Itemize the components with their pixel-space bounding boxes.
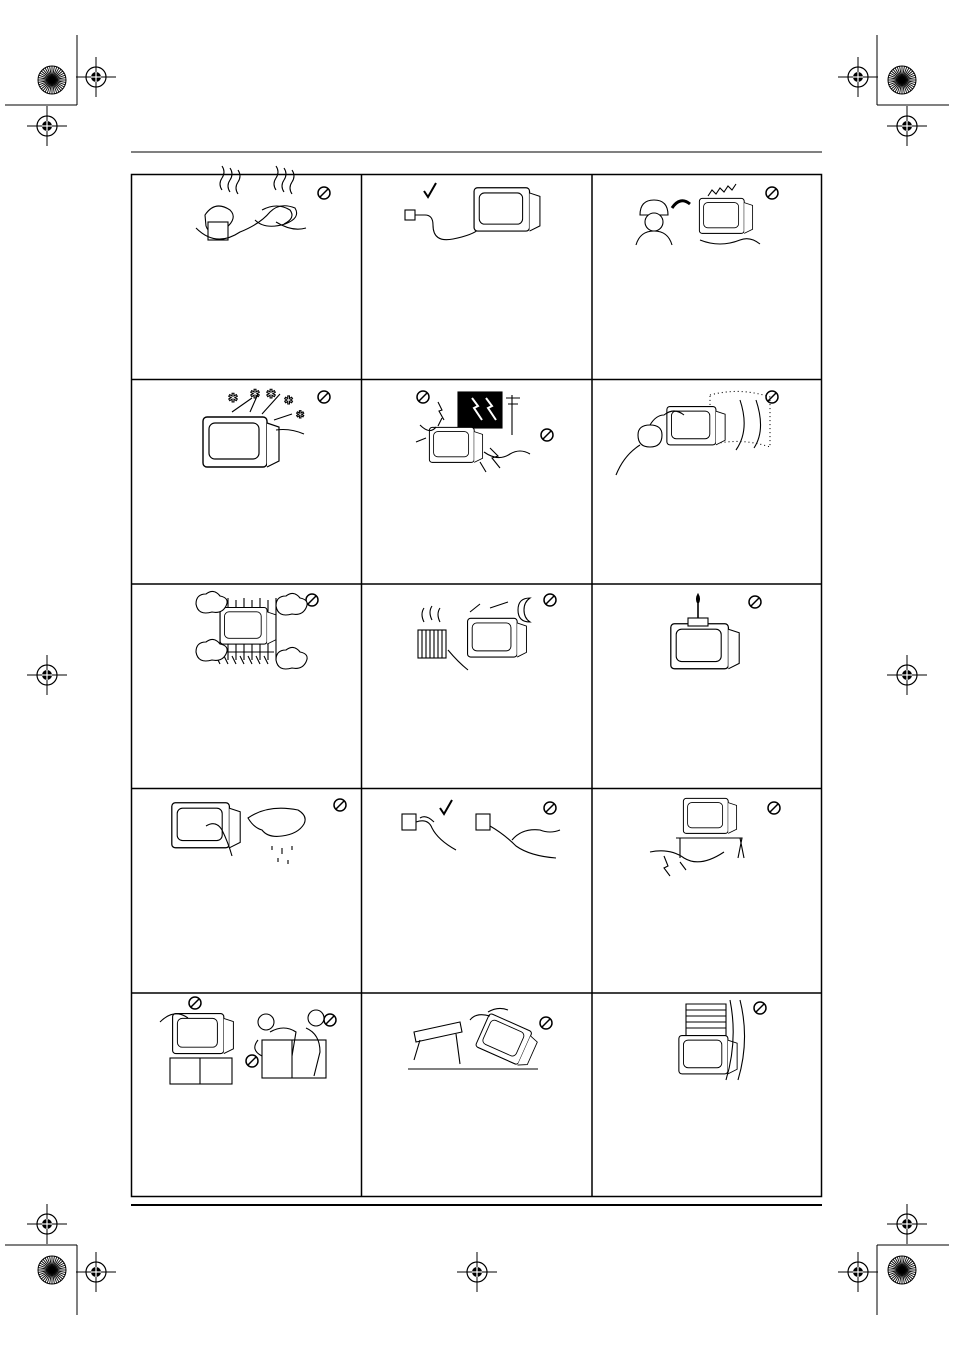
tv-plugged-into-outlet-icon <box>405 188 540 240</box>
registration-mark-icon <box>887 655 927 695</box>
tv-falling-icon <box>408 1008 540 1069</box>
pulling-plug-by-cord-icon <box>402 814 560 858</box>
prohibited-icon <box>768 802 780 814</box>
cell-r2c2 <box>416 391 553 472</box>
prohibited-icon <box>318 187 330 199</box>
cell-r4c3 <box>650 798 780 876</box>
registration-mark-icon <box>76 1252 116 1292</box>
prohibited-icon <box>754 1002 766 1014</box>
registration-mark-icon <box>27 655 67 695</box>
cell-r4c1 <box>172 799 346 864</box>
svg-text:✱: ✱ <box>266 387 277 401</box>
starburst-mark-icon <box>888 66 916 94</box>
registration-mark-icon <box>76 57 116 97</box>
objects-stacked-on-tv-icon <box>679 1000 745 1080</box>
prohibited-icon <box>334 799 346 811</box>
prohibited-icon <box>318 391 330 403</box>
cell-r3c1 <box>196 591 318 669</box>
prohibited-icon <box>540 1017 552 1029</box>
prohibited-icon <box>766 391 778 403</box>
blocked-ventilation-icon <box>196 591 307 669</box>
prohibited-icon <box>189 997 201 1009</box>
cell-r2c1 <box>203 387 330 467</box>
lightning-storm-icon <box>416 392 530 472</box>
heat-sources-icon <box>418 598 530 670</box>
candle-on-tv-icon <box>671 594 739 669</box>
damaged-cord-icon <box>650 798 744 876</box>
registration-mark-icon <box>27 1204 67 1244</box>
starburst-mark-icon <box>38 66 66 94</box>
prohibited-icon <box>541 429 553 441</box>
registration-mark-icon <box>838 57 878 97</box>
prohibited-icon <box>749 596 761 608</box>
registration-mark-icon <box>887 1204 927 1244</box>
starburst-mark-icon <box>888 1256 916 1284</box>
starburst-mark-icon <box>38 1256 66 1284</box>
prohibited-icon <box>417 391 429 403</box>
prohibited-icon <box>544 594 556 606</box>
starburst-marks <box>38 66 916 1284</box>
svg-text:✱: ✱ <box>250 387 261 401</box>
service-technician-icon <box>636 184 760 245</box>
prohibited-icon <box>766 187 778 199</box>
svg-text:✱: ✱ <box>284 394 294 407</box>
prohibited-icon <box>324 1014 336 1026</box>
registration-marks <box>27 57 927 1292</box>
svg-text:✱: ✱ <box>296 410 305 421</box>
cell-r1c2 <box>405 183 540 240</box>
registration-mark-icon <box>27 106 67 146</box>
wet-cloth-cleaning-icon <box>172 803 305 864</box>
registration-mark-icon <box>457 1252 497 1292</box>
prohibited-icon <box>246 1055 258 1067</box>
check-mark-icon <box>440 800 452 814</box>
prohibited-icon <box>544 802 556 814</box>
cell-r3c3 <box>671 594 761 669</box>
cell-r5c3 <box>679 1000 766 1080</box>
cell-r1c1 <box>196 166 330 240</box>
cell-r3c2 <box>418 594 556 670</box>
cell-r4c2 <box>402 800 560 858</box>
tangled-power-cords-icon <box>196 166 306 240</box>
cell-r5c1 <box>160 997 336 1084</box>
steam-moisture-icon <box>616 391 770 475</box>
svg-text:✱: ✱ <box>228 391 239 405</box>
prohibited-icon <box>306 594 318 606</box>
registration-mark-icon <box>838 1252 878 1292</box>
registration-mark-icon <box>887 106 927 146</box>
objects-inserted-into-vents-icon <box>203 387 304 467</box>
check-mark-icon <box>424 183 436 197</box>
children-climbing-tv-icon <box>160 1010 326 1084</box>
cell-r5c2 <box>408 1008 552 1069</box>
cell-r1c3 <box>636 184 778 245</box>
cell-r2c3 <box>616 391 778 475</box>
